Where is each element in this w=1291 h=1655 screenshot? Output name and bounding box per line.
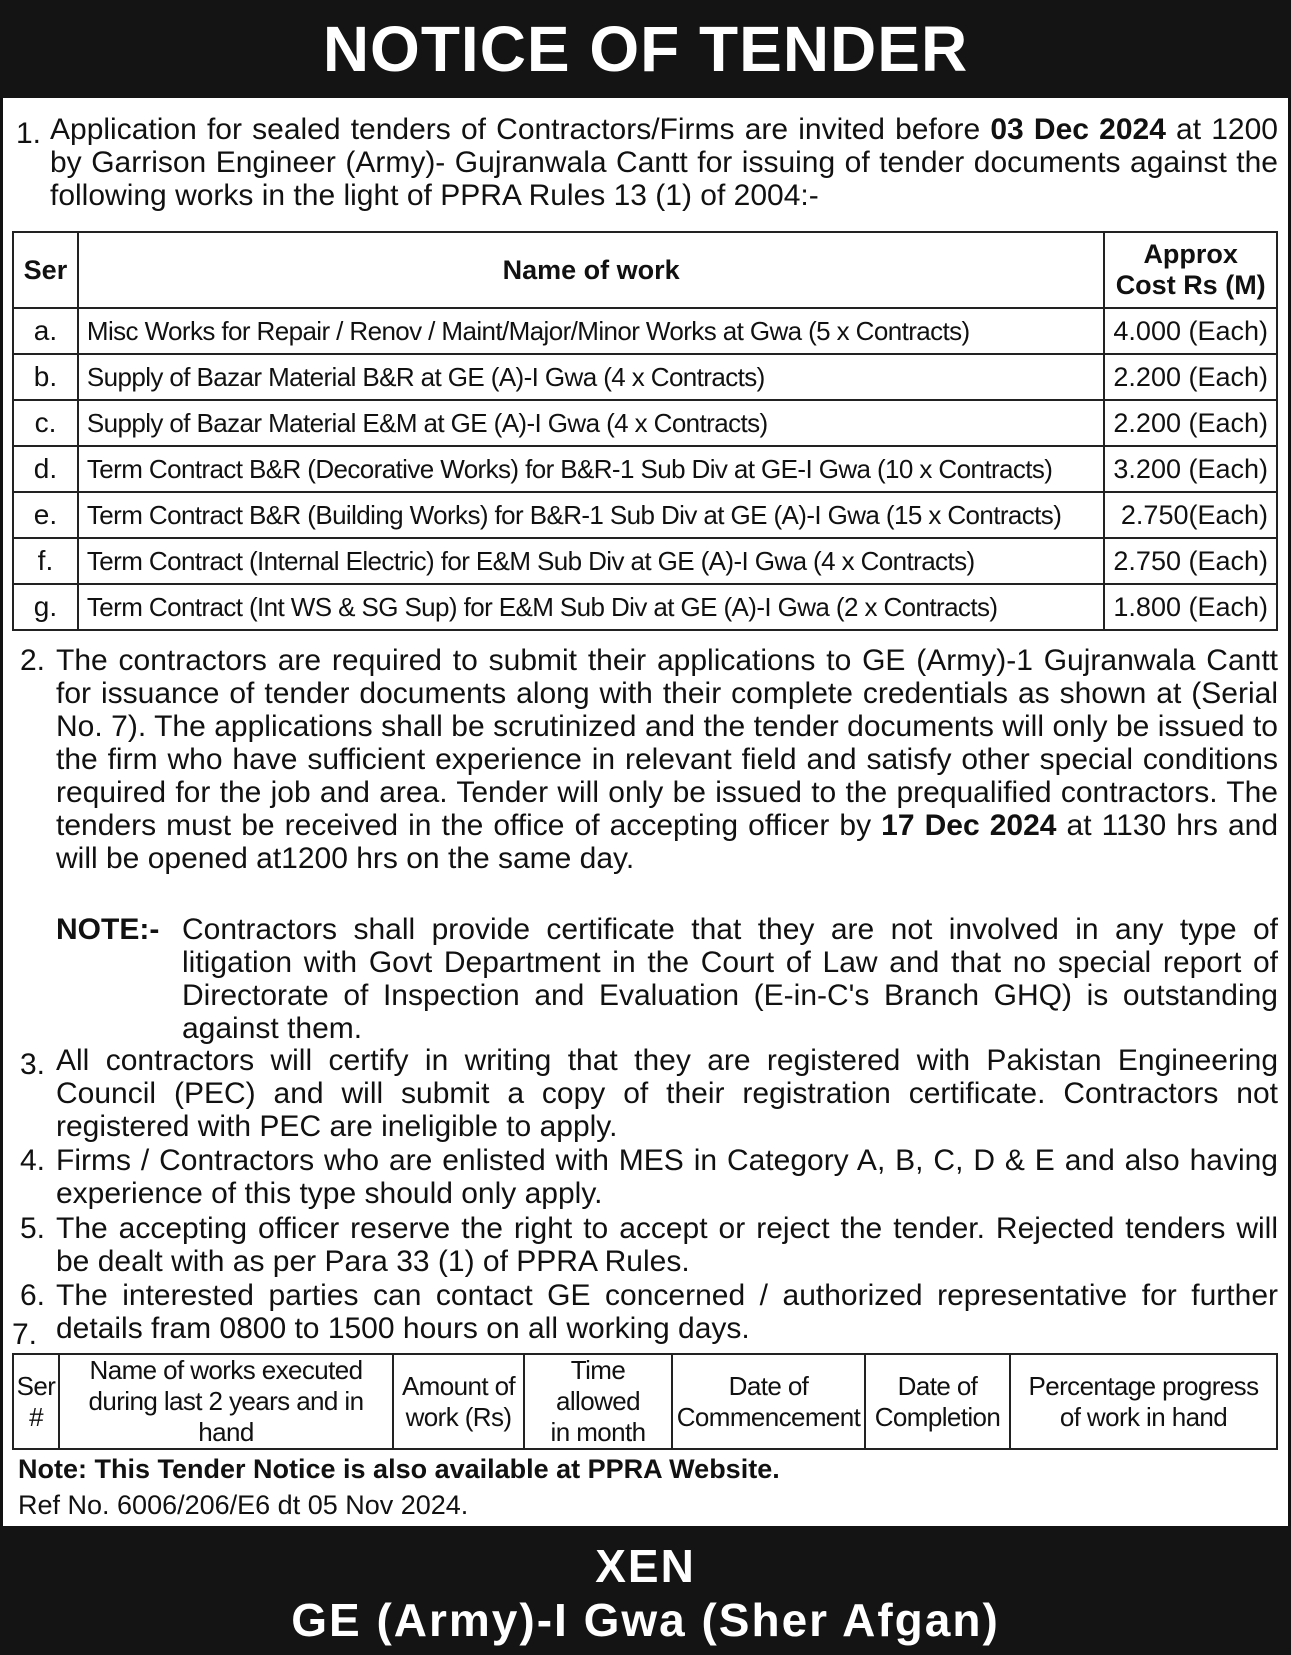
para-3 bbox=[20, 1044, 1278, 1143]
table-row bbox=[13, 492, 1277, 538]
row-cost: 2.750 (Each) bbox=[1104, 538, 1277, 584]
row-name: Term Contract (Internal Electric) for E&M Sub Div at GE (A)-I Gwa (4 x Contracts) bbox=[78, 538, 1104, 584]
row-ser: g. bbox=[13, 584, 78, 630]
col-amount-of-work: Amount of work (Rs) bbox=[393, 1354, 524, 1449]
table-row bbox=[13, 400, 1277, 446]
row-ser: f. bbox=[13, 538, 78, 584]
para-3-number: 3. bbox=[20, 1048, 46, 1081]
para-1-number: 1. bbox=[16, 117, 42, 150]
col-name-of-work: Name of work bbox=[78, 232, 1104, 308]
para-1 bbox=[16, 113, 1278, 212]
col-percentage-progress: Percentage progress of work in hand bbox=[1010, 1354, 1277, 1449]
para-6 bbox=[20, 1279, 1278, 1345]
notice-header bbox=[0, 0, 1291, 98]
para-6-text: The interested parties can contact GE concerned / authorized representative for further details fram 0800 to 1500 hours on all working days. bbox=[56, 1279, 1278, 1345]
ppra-website-note: Note: This Tender Notice is also available at PPRA Website. bbox=[18, 1454, 780, 1484]
credentials-table-header bbox=[13, 1354, 1277, 1449]
row-name: Term Contract (Int WS & SG Sup) for E&M Sub Div at GE (A)-I Gwa (2 x Contracts) bbox=[78, 584, 1104, 630]
row-ser: b. bbox=[13, 354, 78, 400]
para-2-number: 2. bbox=[20, 644, 46, 677]
row-name: Supply of Bazar Material B&R at GE (A)-I Gwa (4 x Contracts) bbox=[78, 354, 1104, 400]
para-2-text bbox=[56, 644, 1278, 875]
row-cost: 4.000 (Each) bbox=[1104, 308, 1277, 354]
para-1-text-a: Application for sealed tenders of Contractors/Firms are invited before bbox=[50, 113, 991, 146]
row-ser: a. bbox=[13, 308, 78, 354]
row-ser: e. bbox=[13, 492, 78, 538]
credentials-table bbox=[12, 1353, 1278, 1450]
para-2-text-b: at 1130 hrs and will be opened at1200 hrs on the same day. bbox=[56, 809, 1279, 875]
para-4 bbox=[20, 1144, 1278, 1210]
table-row bbox=[13, 308, 1277, 354]
note-block bbox=[56, 913, 1278, 1045]
notice-title: NOTICE OF TENDER bbox=[322, 13, 969, 85]
row-name: Term Contract B&R (Building Works) for B&R-1 Sub Div at GE (A)-I Gwa (15 x Contracts) bbox=[78, 492, 1104, 538]
row-name: Supply of Bazar Material E&M at GE (A)-I Gwa (4 x Contracts) bbox=[78, 400, 1104, 446]
row-name: Misc Works for Repair / Renov / Maint/Major/Minor Works at Gwa (5 x Contracts) bbox=[78, 308, 1104, 354]
row-ser: d. bbox=[13, 446, 78, 492]
para-7 bbox=[12, 1318, 52, 1351]
signature-block bbox=[0, 1526, 1291, 1655]
row-cost: 2.200 (Each) bbox=[1104, 400, 1277, 446]
signature-title: XEN bbox=[595, 1540, 696, 1592]
col-date-of-completion: Date of Completion bbox=[865, 1354, 1010, 1449]
col-time-allowed: Time allowed in month bbox=[524, 1354, 672, 1449]
para-5 bbox=[20, 1212, 1278, 1278]
works-table bbox=[12, 231, 1278, 631]
para-5-text: The accepting officer reserve the right to accept or reject the tender. Rejected tenders will be dealt with as per Para 33 (1) of PPRA Rules. bbox=[56, 1212, 1278, 1278]
note-label: NOTE:- bbox=[56, 913, 160, 946]
col-ser-no: Ser # bbox=[13, 1354, 59, 1449]
col-ser: Ser bbox=[13, 232, 78, 308]
para-1-text bbox=[50, 113, 1278, 212]
col-name-of-works-executed: Name of works executed during last 2 years and in hand bbox=[59, 1354, 393, 1449]
row-cost: 3.200 (Each) bbox=[1104, 446, 1277, 492]
row-name: Term Contract B&R (Decorative Works) for B&R-1 Sub Div at GE-I Gwa (10 x Contracts) bbox=[78, 446, 1104, 492]
signature-office: GE (Army)-I Gwa (Sher Afgan) bbox=[291, 1594, 1000, 1646]
para-2-text-a: The contractors are required to submit their applications to GE (Army)-1 Gujranwala Cantt for issuance of tender documents along with their complete credentials as shown at (Serial No. 7). The applications shall be scrutinized and the tender documents will only be issued to the firm who have sufficient experience in relevant field and satisfy other special conditions required for the job and area. Tender will only be issued to the prequalified contractors. The tenders must be received in the office of accepting officer by bbox=[56, 644, 1278, 842]
col-cost bbox=[1104, 232, 1277, 308]
para-4-number: 4. bbox=[20, 1144, 46, 1177]
row-cost: 2.750(Each) bbox=[1104, 492, 1277, 538]
col-cost-line2: Cost Rs (M) bbox=[1115, 270, 1266, 300]
para-2-date: 17 Dec 2024 bbox=[881, 809, 1057, 842]
para-1-text-b: at 1200 by Garrison Engineer (Army)- Gujranwala Cantt for issuing of tender documents against the following works in the light of PPRA Rules 13 (1) of 2004:- bbox=[50, 113, 1278, 212]
col-cost-line1: Approx bbox=[1143, 239, 1238, 269]
table-row bbox=[13, 538, 1277, 584]
reference-number: Ref No. 6006/206/E6 dt 05 Nov 2024. bbox=[18, 1490, 469, 1520]
row-cost: 1.800 (Each) bbox=[1104, 584, 1277, 630]
para-6-number: 6. bbox=[20, 1279, 46, 1312]
para-2 bbox=[20, 644, 1278, 875]
row-ser: c. bbox=[13, 400, 78, 446]
works-table-header bbox=[13, 232, 1277, 308]
para-3-text: All contractors will certify in writing that they are registered with Pakistan Engineering Council (PEC) and will submit a copy of their registration certificate. Contractors not registered with PEC are ineligible to apply. bbox=[56, 1044, 1278, 1143]
para-5-number: 5. bbox=[20, 1212, 46, 1245]
para-7-number: 7. bbox=[12, 1318, 38, 1351]
para-4-text: Firms / Contractors who are enlisted with MES in Category A, B, C, D & E and also having experience of this type should only apply. bbox=[56, 1144, 1278, 1210]
table-row bbox=[13, 446, 1277, 492]
table-row bbox=[13, 354, 1277, 400]
row-cost: 2.200 (Each) bbox=[1104, 354, 1277, 400]
table-row bbox=[13, 584, 1277, 630]
para-1-date: 03 Dec 2024 bbox=[990, 113, 1166, 146]
note-text: Contractors shall provide certificate that they are not involved in any type of litigation with Govt Department in the Court of Law and that no special report of Directorate of Inspection and Evaluation (E-in-C's Branch GHQ) is outstanding against them. bbox=[182, 913, 1278, 1045]
col-date-of-commencement: Date of Commencement bbox=[672, 1354, 865, 1449]
